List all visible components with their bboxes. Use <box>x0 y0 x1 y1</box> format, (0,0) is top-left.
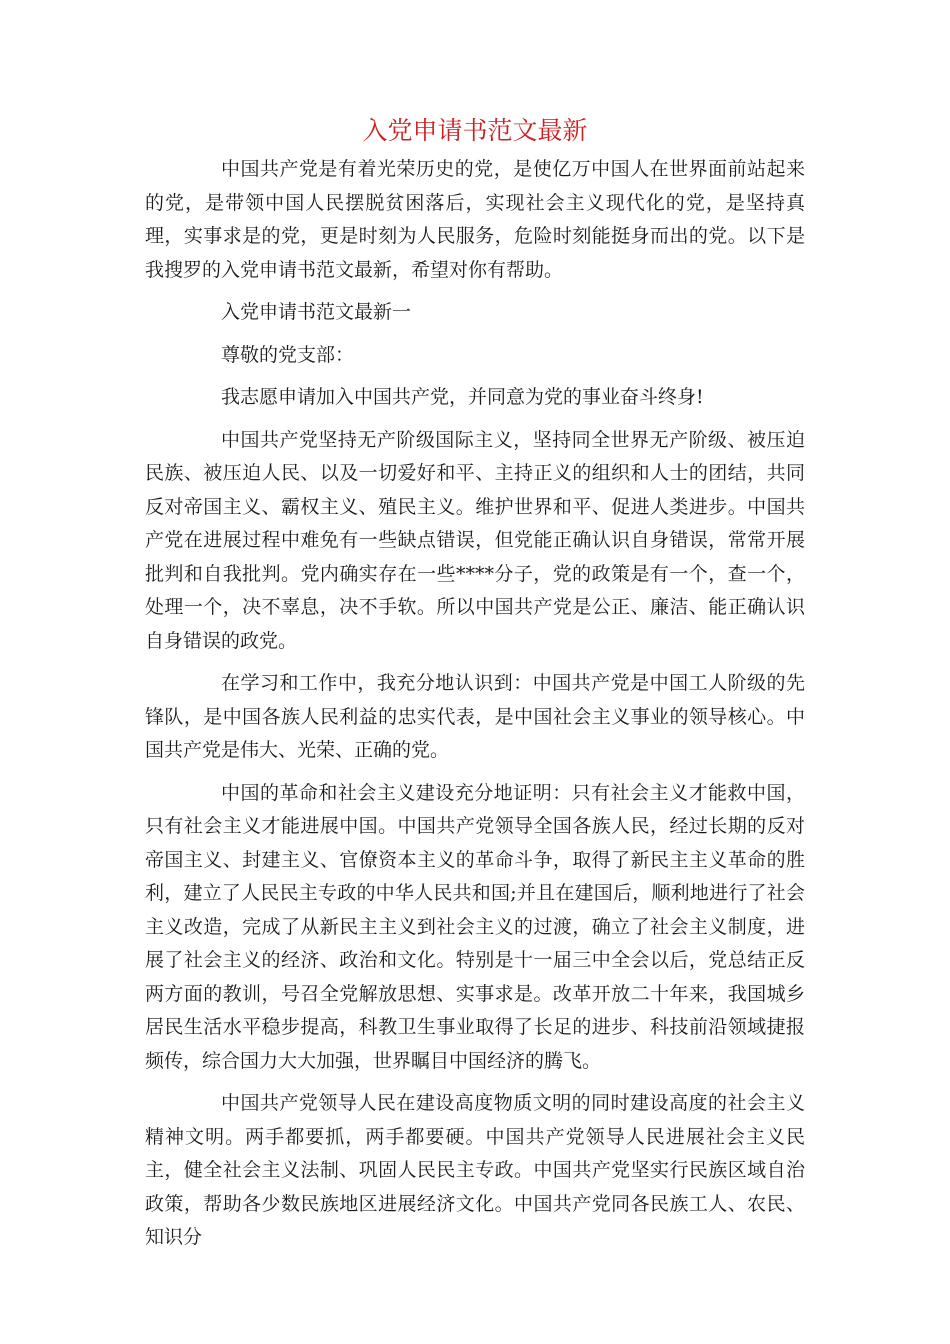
salutation: 尊敬的党支部： <box>221 343 355 366</box>
body-paragraph: 在学习和工作中，我充分地认识到：中国共产党是中国工人阶级的先锋队，是中国各族人民利益的忠实代表，是中国社会主义事业的领导核心。中国共产党是伟大、光荣、正确的党。 <box>145 672 805 761</box>
body-paragraph: 中国的革命和社会主义建设充分地证明：只有社会主义才能救中国，只有社会主义才能进展中国。中国共产党领导全国各族人民，经过长期的反对帝国主义、封建主义、官僚资本主义的革命斗争，取得了新民主主义革命的胜利，建立了人民民主专政的中华人民共和国;并且在建国后，顺利地进行了社会主义改造，完成了从新民主主义到社会主义的过渡，确立了社会主义制度，进展了社会主义的经济、政治和文化。特别是十一届三中全会以后，党总结正反两方面的教训，号召全党解放思想、实事求是。改革开放二十年来，我国城乡居民生活水平稳步提高，科教卫生事业取得了长足的进步、科技前沿领域捷报频传，综合国力大大加强，世界瞩目中国经济的腾飞。 <box>145 781 805 1072</box>
document-body <box>145 153 805 1255</box>
section-heading: 入党申请书范文最新一 <box>221 301 412 323</box>
body-paragraph: 中国共产党坚持无产阶级国际主义，坚持同全世界无产阶级、被压迫民族、被压迫人民、以及一切爱好和平、主持正义的组织和人士的团结，共同反对帝国主义、霸权主义、殖民主义。维护世界和平、促进人类进步。中国共产党在进展过程中难免有一些缺点错误，但党能正确认识自身错误，常常开展批判和自我批判。党内确实存在一些****分子，党的政策是有一个，查一个，处理一个，决不辜息，决不手软。所以中国共产党是公正、廉洁、能正确认识自身错误的政党。 <box>145 428 805 652</box>
document-title: 入党申请书范文最新 <box>362 116 588 145</box>
intro-paragraph: 中国共产党是有着光荣历史的党，是使亿万中国人在世界面前站起来的党，是带领中国人民摆脱贫困落后，实现社会主义现代化的党，是坚持真理，实事求是的党，更是时刻为人民服务，危险时刻能挺身而出的党。以下是我搜罗的入党申请书范文最新，希望对你有帮助。 <box>145 158 805 281</box>
application-statement: 我志愿申请加入中国共产党，并同意为党的事业奋斗终身! <box>221 386 704 408</box>
body-paragraph: 中国共产党领导人民在建设高度物质文明的同时建设高度的社会主义精神文明。两手都要抓，两手都要硬。中国共产党领导人民进展社会主义民主，健全社会主义法制、巩固人民民主专政。中国共产党坚实行民族区域自治政策，帮助各少数民族地区进展经济文化。中国共产党同各民族工人、农民、知识分 <box>145 1092 805 1248</box>
